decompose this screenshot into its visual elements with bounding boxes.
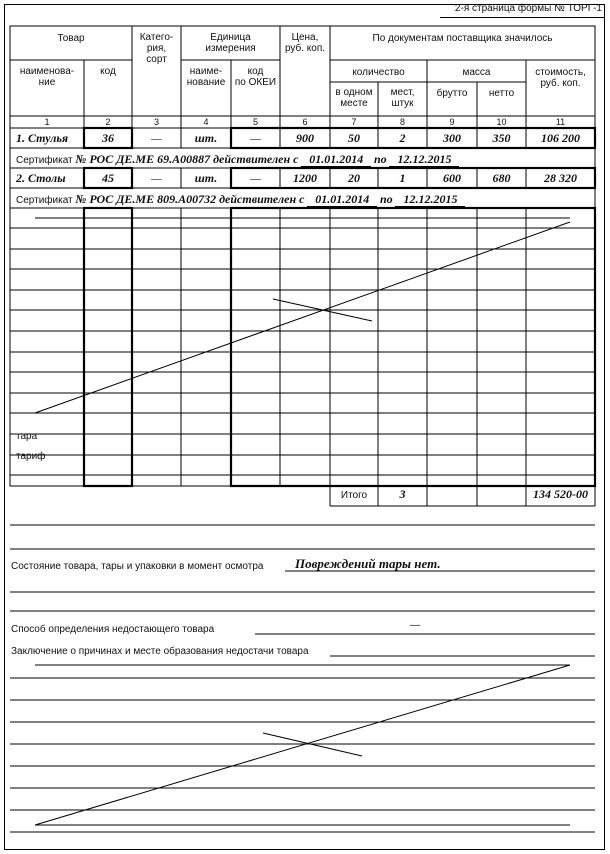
certificate-from: 01.01.2014 bbox=[307, 192, 377, 207]
table-row-per-place: 50 bbox=[348, 131, 360, 145]
condition-value: Повреждений тары нет. bbox=[295, 556, 441, 571]
certificate-to: 12.12.2015 bbox=[395, 192, 465, 207]
header-stoimost: стоимость, руб. коп. bbox=[535, 67, 586, 89]
certificate-label: Сертификат bbox=[16, 195, 73, 206]
column-number: 4 bbox=[203, 117, 209, 127]
column-number: 2 bbox=[105, 117, 111, 127]
header-kod-okei: код по ОКЕИ bbox=[234, 66, 277, 88]
table-row-places: 1 bbox=[399, 171, 406, 185]
column-number: 5 bbox=[252, 117, 258, 127]
header-massa: масса bbox=[462, 67, 491, 78]
table-row-unit: шт. bbox=[194, 131, 218, 145]
certificate-to-label: по bbox=[374, 152, 387, 166]
header-mest-shtuk: мест, штук bbox=[390, 87, 415, 109]
header-cena: Цена, руб. коп. bbox=[284, 32, 326, 54]
table-row-places: 2 bbox=[399, 131, 406, 145]
header-tovar: Товар bbox=[57, 33, 85, 44]
table-row-okei: — bbox=[250, 131, 261, 145]
table-row-category: — bbox=[151, 171, 162, 185]
column-number: 10 bbox=[496, 117, 507, 127]
certificate-line bbox=[16, 152, 459, 167]
certificate-from: 01.01.2014 bbox=[301, 152, 371, 167]
table-row-category: — bbox=[151, 131, 162, 145]
table-row-net: 680 bbox=[492, 171, 511, 185]
table-row-code: 45 bbox=[102, 171, 114, 185]
table-row-unit: шт. bbox=[194, 171, 218, 185]
total-places: 3 bbox=[399, 487, 406, 501]
table-row-gross: 300 bbox=[443, 131, 461, 145]
certificate-to-label: по bbox=[380, 192, 393, 206]
column-number: 6 bbox=[302, 117, 308, 127]
certificate-to: 12.12.2015 bbox=[389, 152, 459, 167]
certificate-number: № РОС ДЕ.МЕ 809.А00732 действителен с bbox=[75, 192, 305, 206]
total-label: Итого bbox=[340, 490, 368, 501]
table-row-price: 1200 bbox=[293, 171, 317, 185]
tara-label: тара bbox=[16, 431, 38, 442]
shortage-method-label: Способ определения недостающего товара bbox=[11, 624, 215, 635]
table-row-code: 36 bbox=[102, 131, 114, 145]
column-number: 8 bbox=[399, 117, 405, 127]
header-kod: код bbox=[100, 66, 116, 77]
shortage-method-value: — bbox=[410, 620, 420, 631]
form-caption: 2-я страница формы № ТОРГ-1 bbox=[454, 3, 602, 14]
column-number: 3 bbox=[153, 117, 159, 127]
tarif-label: тариф bbox=[16, 451, 46, 462]
column-number: 9 bbox=[449, 117, 455, 127]
header-kolichestvo: количество bbox=[352, 67, 405, 78]
header-po-dokumentam: По документам поставщика значилось bbox=[372, 33, 553, 44]
table-row-net: 350 bbox=[492, 131, 511, 145]
table-row-name: 1. Стулья bbox=[16, 131, 69, 145]
certificate-line bbox=[16, 192, 465, 207]
condition-label: Состояние товара, тары и упаковки в момент осмотра bbox=[11, 561, 264, 572]
column-number: 7 bbox=[351, 117, 357, 127]
table-row-cost: 28 320 bbox=[544, 171, 577, 185]
header-brutto: брутто bbox=[436, 88, 468, 99]
table-row-cost: 106 200 bbox=[541, 131, 580, 145]
header-netto: нетто bbox=[488, 88, 515, 99]
header-naimenovanie: наименова- ние bbox=[19, 66, 75, 88]
table-row-price: 900 bbox=[296, 131, 314, 145]
table-row-okei: — bbox=[250, 171, 261, 185]
header-v-odnom-meste: в одном месте bbox=[335, 87, 373, 109]
header-kategoriya: Катего- рия, сорт bbox=[139, 32, 174, 65]
conclusion-label: Заключение о причинах и месте образования недостачи товара bbox=[11, 646, 309, 657]
column-number: 11 bbox=[555, 117, 566, 127]
table-row-per-place: 20 bbox=[348, 171, 360, 185]
table-row-gross: 600 bbox=[443, 171, 461, 185]
header-naim-ed: наиме- нование bbox=[186, 66, 226, 88]
table-row-name: 2. Столы bbox=[16, 171, 66, 185]
certificate-number: № РОС ДЕ.МЕ 69.А00887 действителен с bbox=[75, 152, 299, 166]
certificate-label: Сертификат bbox=[16, 155, 73, 166]
column-number: 1 bbox=[44, 117, 50, 127]
total-cost: 134 520-00 bbox=[533, 487, 588, 501]
header-edinica: Единица измерения bbox=[205, 32, 256, 54]
